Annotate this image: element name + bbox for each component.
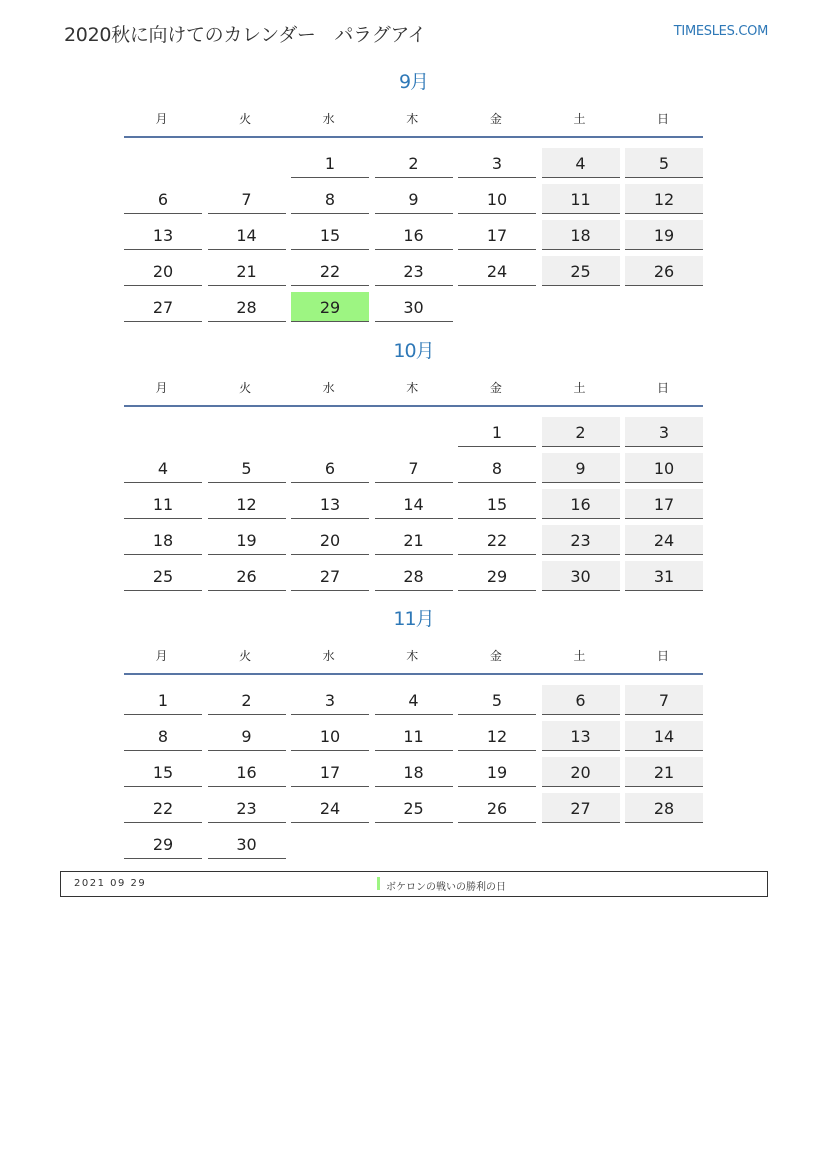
day-cell: 20 — [124, 256, 202, 286]
week-row — [124, 561, 703, 592]
week-row — [124, 685, 703, 716]
empty-day-cell — [542, 829, 620, 859]
day-cell: 5 — [458, 685, 536, 715]
weekday-label: 金 — [489, 380, 502, 395]
day-cell: 2 — [542, 417, 620, 447]
day-cell: 2 — [208, 685, 286, 715]
empty-day-cell — [124, 148, 202, 178]
week-row — [124, 489, 703, 520]
day-cell: 26 — [458, 793, 536, 823]
day-cell: 22 — [458, 525, 536, 555]
day-cell: 23 — [208, 793, 286, 823]
day-cell: 1 — [291, 148, 369, 178]
day-cell: 23 — [375, 256, 453, 286]
week-row — [124, 256, 703, 287]
week-row — [124, 793, 703, 824]
day-cell: 28 — [375, 561, 453, 591]
day-cell: 3 — [291, 685, 369, 715]
day-cell: 13 — [124, 220, 202, 250]
day-cell: 1 — [124, 685, 202, 715]
day-cell: 22 — [124, 793, 202, 823]
day-cell: 4 — [375, 685, 453, 715]
day-cell: 18 — [124, 525, 202, 555]
day-cell: 31 — [625, 561, 703, 591]
day-cell: 14 — [375, 489, 453, 519]
week-row — [124, 148, 703, 179]
weekday-label: 月 — [155, 648, 168, 663]
day-cell: 12 — [458, 721, 536, 751]
day-cell: 9 — [542, 453, 620, 483]
day-cell: 19 — [458, 757, 536, 787]
day-cell: 13 — [291, 489, 369, 519]
weekday-label: 金 — [489, 111, 502, 126]
empty-day-cell — [458, 829, 536, 859]
weekday-header — [124, 637, 703, 675]
week-row — [124, 525, 703, 556]
day-cell: 10 — [625, 453, 703, 483]
weekday-label: 木 — [406, 648, 419, 663]
day-cell: 2 — [375, 148, 453, 178]
week-row — [124, 453, 703, 484]
holiday-day-cell: 29 — [291, 292, 369, 322]
day-cell: 6 — [542, 685, 620, 715]
day-cell: 4 — [124, 453, 202, 483]
weekday-label: 火 — [239, 648, 252, 663]
day-cell: 7 — [375, 453, 453, 483]
week-row — [124, 184, 703, 215]
day-grid — [124, 675, 703, 860]
day-cell: 8 — [291, 184, 369, 214]
day-cell: 24 — [458, 256, 536, 286]
empty-day-cell — [208, 148, 286, 178]
day-cell: 10 — [291, 721, 369, 751]
day-cell: 6 — [124, 184, 202, 214]
weekday-label: 日 — [657, 380, 670, 395]
day-cell: 14 — [625, 721, 703, 751]
weekday-label: 土 — [573, 648, 586, 663]
week-row — [124, 721, 703, 752]
day-cell: 23 — [542, 525, 620, 555]
weekday-label: 月 — [155, 380, 168, 395]
day-cell: 5 — [208, 453, 286, 483]
day-cell: 7 — [208, 184, 286, 214]
day-cell: 27 — [291, 561, 369, 591]
legend-color-marker — [377, 877, 380, 890]
month-october — [124, 337, 703, 592]
day-cell: 20 — [291, 525, 369, 555]
empty-day-cell — [375, 829, 453, 859]
weekday-label: 土 — [573, 380, 586, 395]
month-title: 10月 — [393, 340, 434, 362]
day-cell: 1 — [458, 417, 536, 447]
weekday-label: 水 — [322, 380, 335, 395]
day-cell: 30 — [208, 829, 286, 859]
weekday-label: 月 — [155, 111, 168, 126]
day-cell: 12 — [208, 489, 286, 519]
empty-day-cell — [124, 417, 202, 447]
day-cell: 25 — [375, 793, 453, 823]
weekday-label: 土 — [573, 111, 586, 126]
empty-day-cell — [458, 292, 536, 322]
weekday-label: 火 — [239, 380, 252, 395]
weekday-label: 木 — [406, 380, 419, 395]
day-cell: 30 — [375, 292, 453, 322]
day-cell: 28 — [625, 793, 703, 823]
weekday-label: 木 — [406, 111, 419, 126]
page-title: 2020秋に向けてのカレンダー パラグアイ — [64, 24, 427, 46]
day-grid — [124, 138, 703, 323]
legend-holiday-name: ボケロンの戦いの勝利の日 — [386, 882, 506, 893]
empty-day-cell — [542, 292, 620, 322]
day-cell: 3 — [625, 417, 703, 447]
day-cell: 18 — [542, 220, 620, 250]
day-cell: 17 — [291, 757, 369, 787]
legend-date: 2021 09 29 — [74, 878, 147, 889]
weekday-label: 水 — [322, 111, 335, 126]
empty-day-cell — [625, 829, 703, 859]
day-cell: 28 — [208, 292, 286, 322]
day-cell: 10 — [458, 184, 536, 214]
week-row — [124, 757, 703, 788]
day-cell: 4 — [542, 148, 620, 178]
day-cell: 3 — [458, 148, 536, 178]
day-cell: 8 — [458, 453, 536, 483]
weekday-label: 日 — [657, 111, 670, 126]
day-cell: 11 — [124, 489, 202, 519]
day-cell: 12 — [625, 184, 703, 214]
day-cell: 25 — [124, 561, 202, 591]
day-cell: 27 — [542, 793, 620, 823]
day-cell: 9 — [375, 184, 453, 214]
day-cell: 6 — [291, 453, 369, 483]
week-row — [124, 417, 703, 448]
day-cell: 26 — [208, 561, 286, 591]
empty-day-cell — [291, 417, 369, 447]
day-cell: 16 — [208, 757, 286, 787]
empty-day-cell — [625, 292, 703, 322]
day-cell: 5 — [625, 148, 703, 178]
week-row — [124, 292, 703, 323]
day-cell: 11 — [375, 721, 453, 751]
week-row — [124, 220, 703, 251]
holiday-legend — [60, 871, 768, 897]
empty-day-cell — [208, 417, 286, 447]
day-cell: 25 — [542, 256, 620, 286]
weekday-label: 火 — [239, 111, 252, 126]
weekday-header — [124, 100, 703, 138]
site-link[interactable]: TIMESLES.COM — [673, 24, 768, 39]
weekday-label: 水 — [322, 648, 335, 663]
month-september — [124, 68, 703, 323]
day-cell: 8 — [124, 721, 202, 751]
day-cell: 29 — [124, 829, 202, 859]
month-title: 11月 — [393, 608, 434, 630]
day-cell: 20 — [542, 757, 620, 787]
day-cell: 22 — [291, 256, 369, 286]
day-cell: 13 — [542, 721, 620, 751]
day-cell: 17 — [625, 489, 703, 519]
day-cell: 18 — [375, 757, 453, 787]
day-cell: 16 — [375, 220, 453, 250]
day-cell: 27 — [124, 292, 202, 322]
day-cell: 30 — [542, 561, 620, 591]
day-cell: 21 — [625, 757, 703, 787]
day-cell: 9 — [208, 721, 286, 751]
empty-day-cell — [375, 417, 453, 447]
day-cell: 15 — [124, 757, 202, 787]
day-cell: 7 — [625, 685, 703, 715]
day-cell: 11 — [542, 184, 620, 214]
day-cell: 14 — [208, 220, 286, 250]
month-title: 9月 — [398, 71, 429, 93]
empty-day-cell — [291, 829, 369, 859]
weekday-header — [124, 369, 703, 407]
day-cell: 19 — [625, 220, 703, 250]
day-cell: 21 — [375, 525, 453, 555]
day-cell: 24 — [625, 525, 703, 555]
day-cell: 29 — [458, 561, 536, 591]
day-cell: 19 — [208, 525, 286, 555]
weekday-label: 金 — [489, 648, 502, 663]
day-cell: 26 — [625, 256, 703, 286]
day-cell: 16 — [542, 489, 620, 519]
week-row — [124, 829, 703, 860]
day-cell: 15 — [291, 220, 369, 250]
day-cell: 17 — [458, 220, 536, 250]
month-november — [124, 605, 703, 860]
weekday-label: 日 — [657, 648, 670, 663]
day-cell: 15 — [458, 489, 536, 519]
day-grid — [124, 407, 703, 592]
day-cell: 24 — [291, 793, 369, 823]
day-cell: 21 — [208, 256, 286, 286]
